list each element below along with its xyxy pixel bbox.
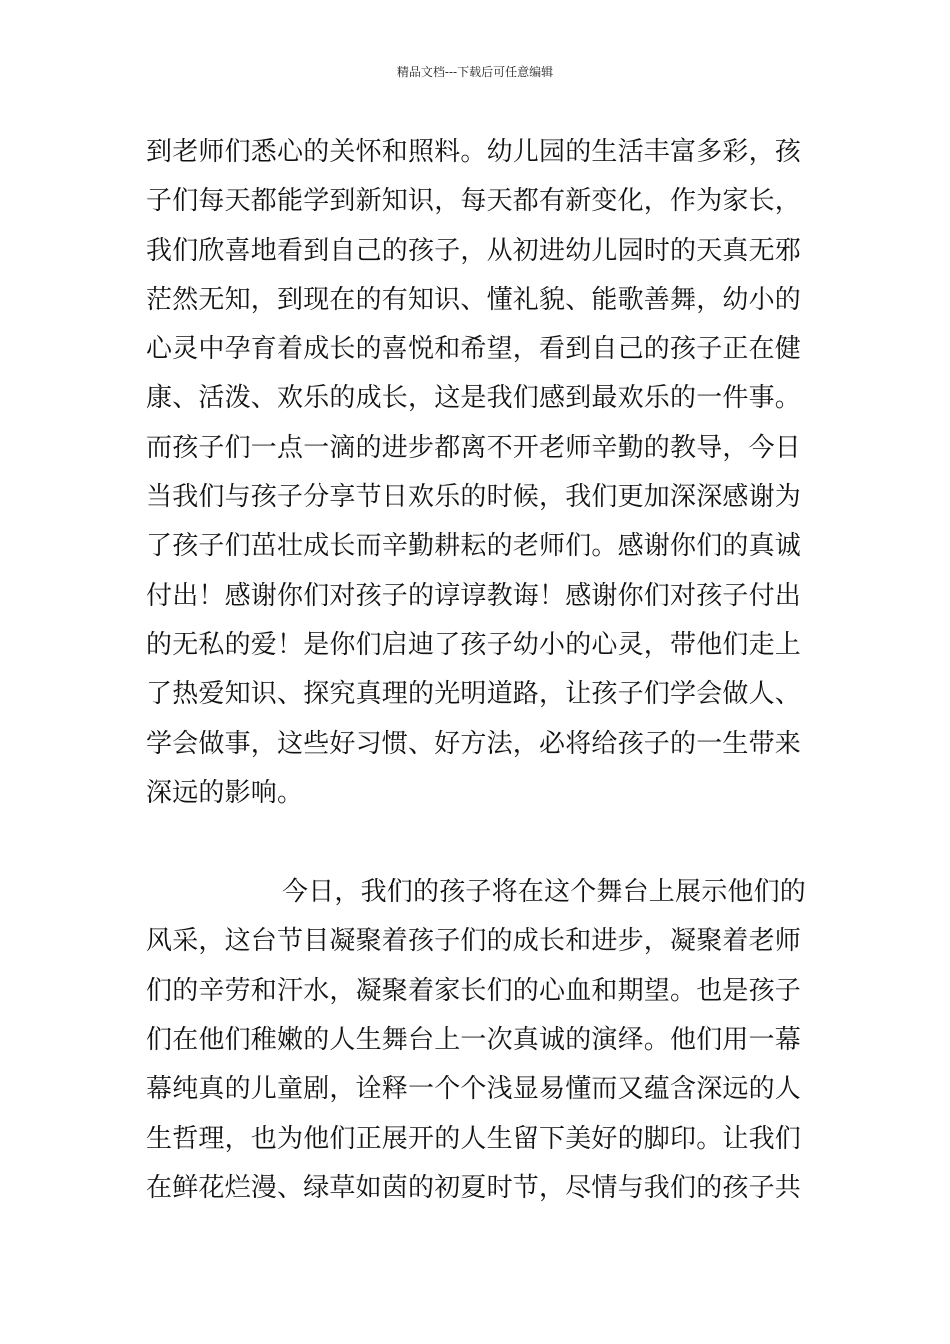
- text-line: 深远的影响。: [146, 777, 304, 808]
- text-line: 的无私的爱！是你们启迪了孩子幼小的心灵，带他们走上: [146, 629, 802, 660]
- text-line: 心灵中孕育着成长的喜悦和希望，看到自己的孩子正在健: [146, 334, 802, 365]
- text-line: 茫然无知，到现在的有知识、懂礼貌、能歌善舞，幼小的: [146, 284, 802, 315]
- text-line: 学会做事，这些好习惯、好方法，必将给孩子的一生带来: [146, 728, 802, 759]
- text-line: 康、活泼、欢乐的成长，这是我们感到最欢乐的一件事。: [146, 383, 802, 414]
- text-line: 当我们与孩子分享节日欢乐的时候，我们更加深深感谢为: [146, 482, 802, 513]
- text-line: 幕纯真的儿童剧，诠释一个个浅显易懂而又蕴含深远的人: [146, 1074, 802, 1105]
- text-line: 而孩子们一点一滴的进步都离不开老师辛勤的教导，今日: [146, 432, 802, 463]
- paragraph-spacer: [146, 818, 816, 868]
- document-body: [146, 128, 816, 1213]
- text-line: 到老师们悉心的关怀和照料。幼儿园的生活丰富多彩，孩: [146, 137, 802, 167]
- text-line: 了热爱知识、探究真理的光明道路，让孩子们学会做人、: [146, 679, 802, 710]
- text-line: 风采，这台节目凝聚着孩子们的成长和进步，凝聚着老师: [146, 926, 802, 957]
- text-line: 们的辛劳和汗水，凝聚着家长们的心血和期望。也是孩子: [146, 975, 802, 1006]
- text-line: 我们欣喜地看到自己的孩子，从初进幼儿园时的天真无邪: [146, 235, 802, 266]
- text-line: 们在他们稚嫩的人生舞台上一次真诚的演绎。他们用一幕: [146, 1025, 802, 1056]
- text-line: 了孩子们茁壮成长而辛勤耕耘的老师们。感谢你们的真诚: [146, 531, 802, 562]
- text-line: 在鲜花烂漫、绿草如茵的初夏时节，尽情与我们的孩子共: [146, 1172, 802, 1203]
- text-line-indented: 今日，我们的孩子将在这个舞台上展示他们的: [282, 877, 807, 908]
- paragraph-2: [146, 868, 816, 1213]
- paragraph-1: [146, 128, 816, 818]
- page-header: 精品文档---下载后可任意编辑: [396, 65, 554, 79]
- text-line: 生哲理，也为他们正展开的人生留下美好的脚印。让我们: [146, 1123, 802, 1154]
- text-line: 付出！感谢你们对孩子的谆谆教诲！感谢你们对孩子付出: [146, 580, 802, 611]
- text-line: 子们每天都能学到新知识，每天都有新变化，作为家长，: [146, 186, 802, 217]
